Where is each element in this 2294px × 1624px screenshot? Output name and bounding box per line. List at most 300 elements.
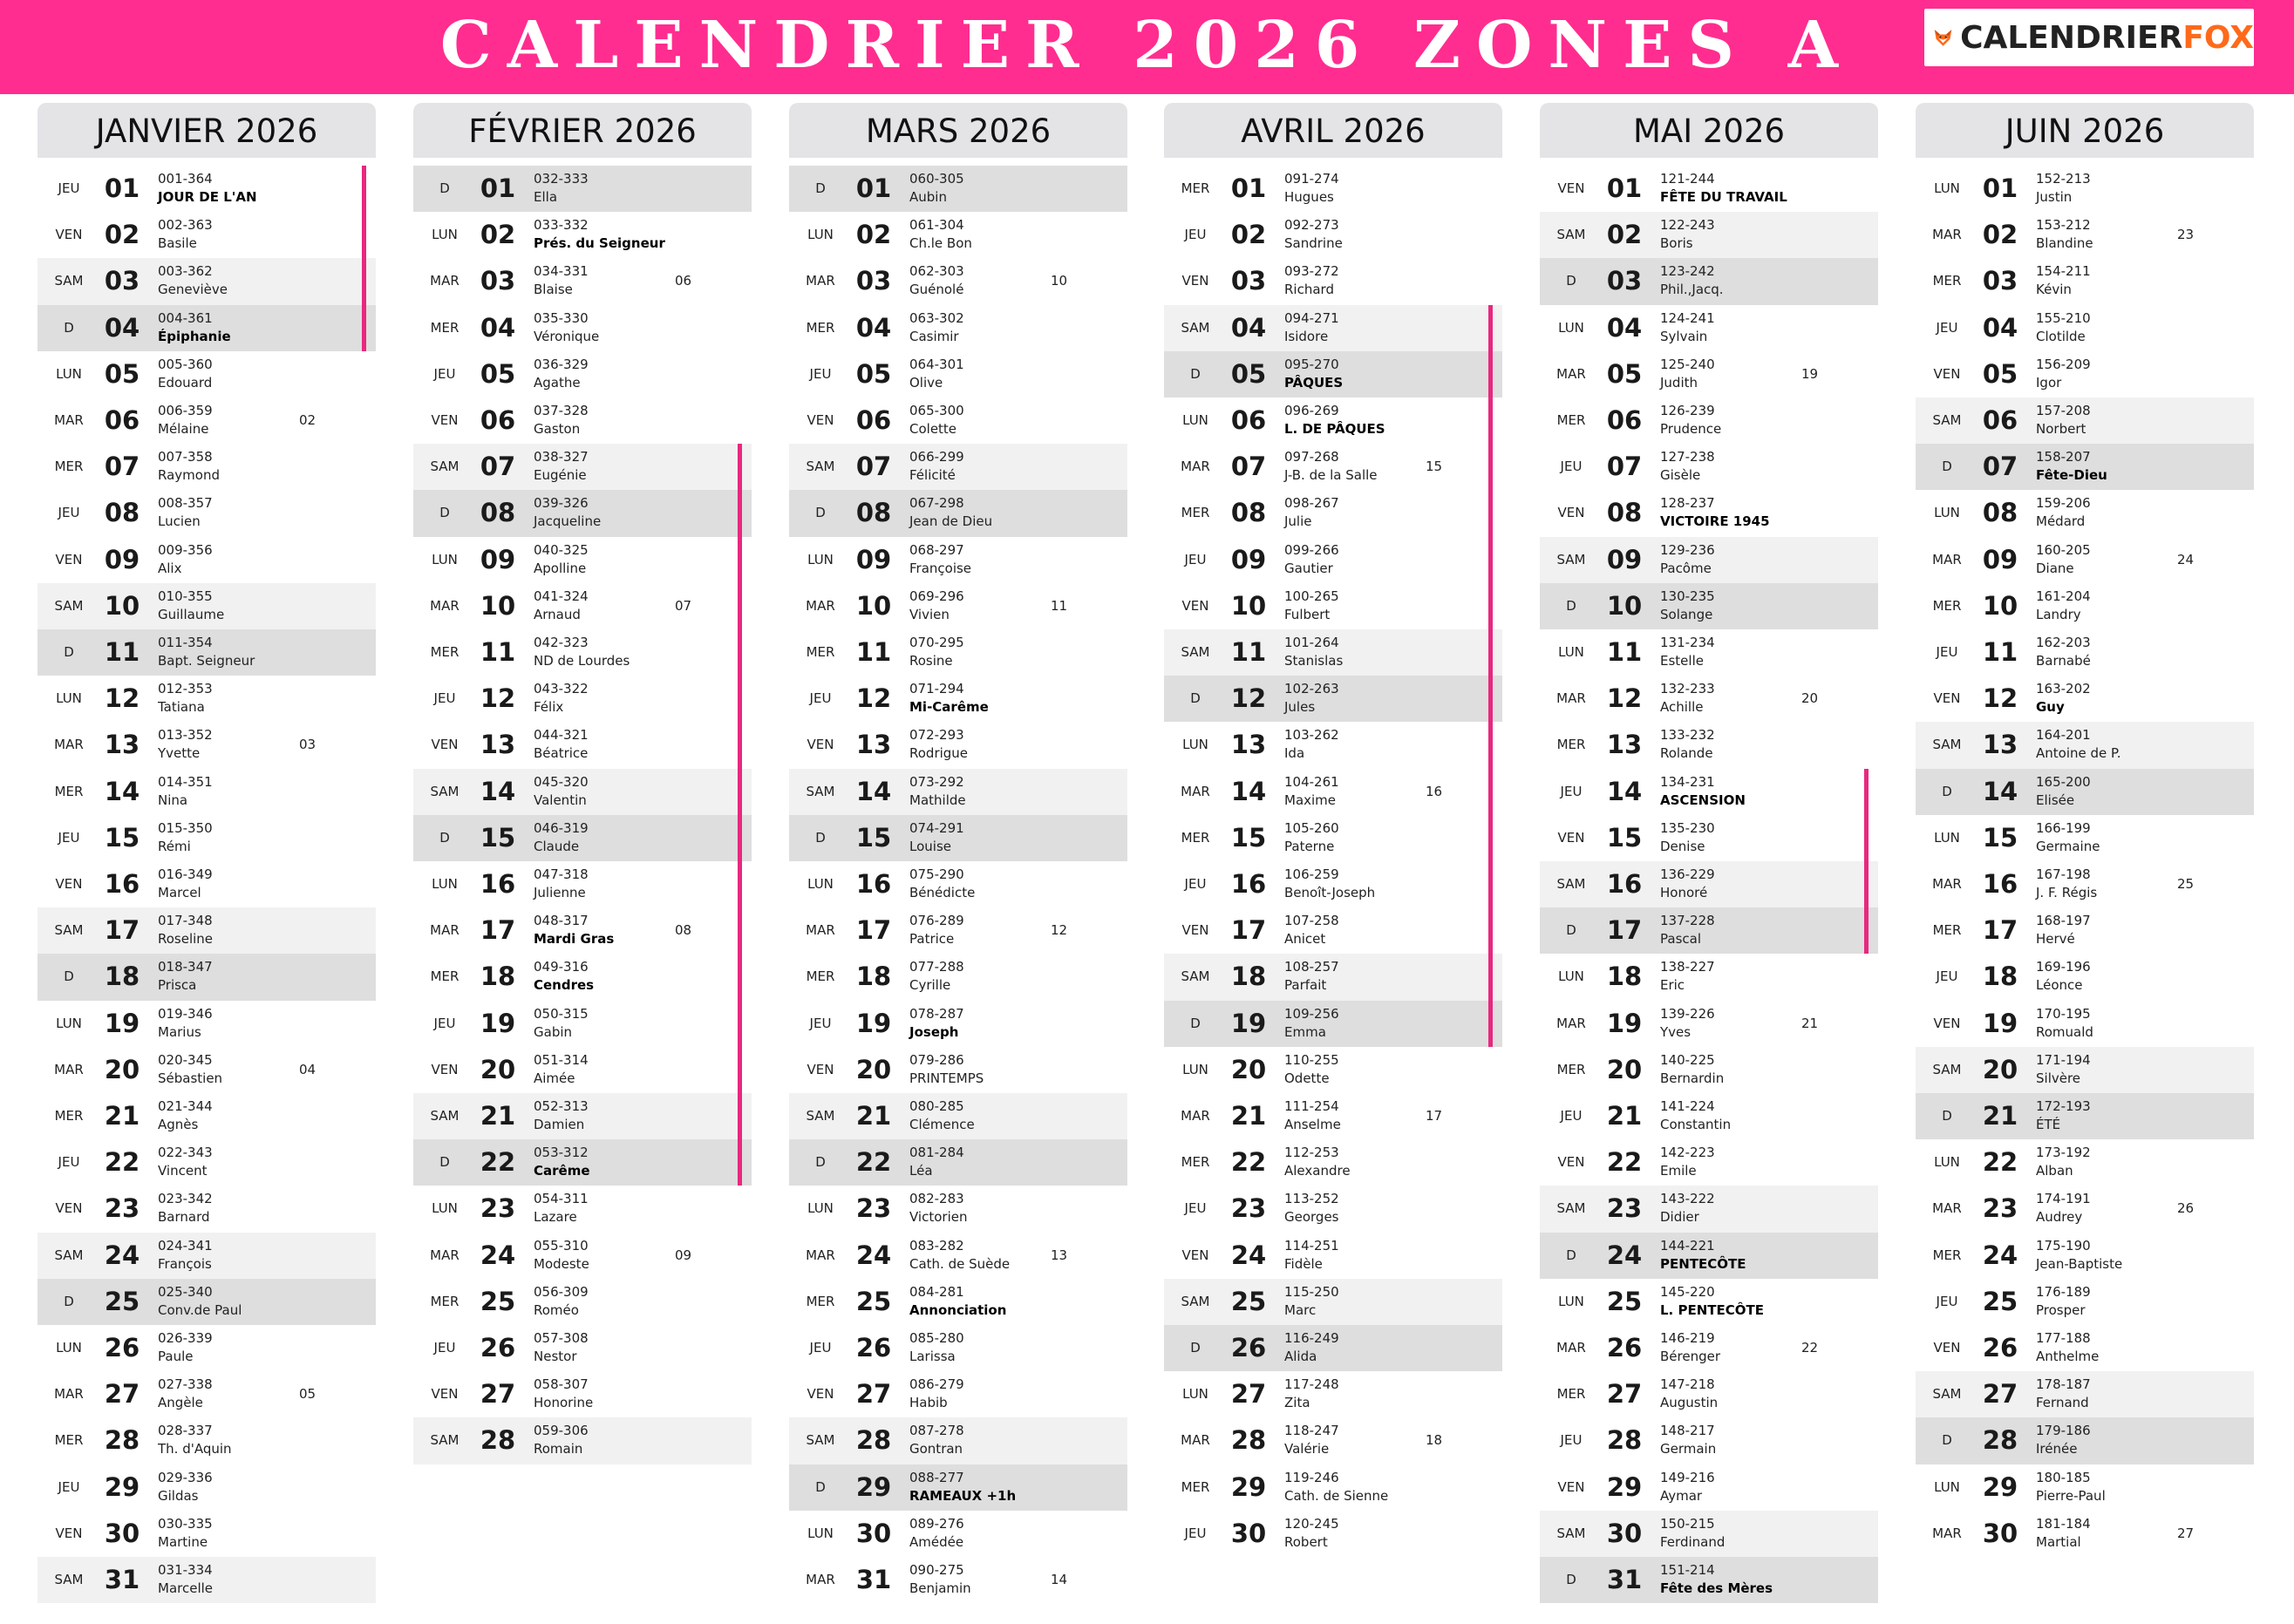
day-row[interactable]: [789, 954, 1127, 1000]
day-of-year-code: 056-309: [534, 1283, 589, 1300]
day-row[interactable]: [1540, 258, 1878, 304]
day-row[interactable]: [1540, 351, 1878, 398]
logo-text-accent: FOX: [2182, 19, 2254, 56]
day-row[interactable]: [789, 1557, 1127, 1603]
day-row[interactable]: [1540, 1139, 1878, 1186]
day-row[interactable]: [37, 722, 376, 768]
saint-name: Rémi: [158, 838, 191, 854]
day-row[interactable]: [37, 305, 376, 351]
month-header: JUIN 2026: [1916, 103, 2254, 158]
week-number: 27: [2177, 1525, 2195, 1541]
day-row[interactable]: [789, 1001, 1127, 1047]
day-row[interactable]: [413, 769, 752, 815]
day-row[interactable]: [1540, 1417, 1878, 1464]
day-row[interactable]: [1916, 398, 2254, 444]
day-row[interactable]: [1164, 1001, 1502, 1047]
saint-name: Geneviève: [158, 282, 228, 298]
saint-name: Nestor: [534, 1349, 577, 1364]
day-row[interactable]: [789, 1417, 1127, 1464]
day-number: 06: [855, 405, 892, 435]
day-row[interactable]: [413, 1093, 752, 1139]
weekday-label: JEU: [1560, 1432, 1583, 1449]
day-row[interactable]: [37, 1371, 376, 1417]
day-of-year-code: 075-290: [909, 866, 964, 882]
day-row[interactable]: [413, 212, 752, 258]
day-row[interactable]: [789, 1279, 1127, 1325]
saint-name: Antoine de P.: [2036, 745, 2121, 762]
day-number: 01: [480, 173, 516, 203]
day-row[interactable]: [1916, 351, 2254, 398]
day-row[interactable]: [1164, 676, 1502, 722]
saint-name: Victorien: [909, 1209, 968, 1226]
day-row[interactable]: [1540, 537, 1878, 583]
day-row[interactable]: [37, 1511, 376, 1557]
day-row[interactable]: [789, 1511, 1127, 1557]
day-row[interactable]: [413, 1233, 752, 1279]
day-number: 10: [104, 590, 140, 621]
day-row[interactable]: [789, 258, 1127, 304]
day-number: 28: [1230, 1425, 1267, 1456]
day-row[interactable]: [413, 1325, 752, 1371]
day-of-year-code: 118-247: [1284, 1423, 1339, 1439]
day-row[interactable]: [1540, 444, 1878, 490]
weekday-label: MAR: [1181, 1108, 1210, 1124]
day-row[interactable]: [37, 1186, 376, 1232]
day-row[interactable]: [1540, 1093, 1878, 1139]
weekday-label: MER: [1181, 180, 1210, 196]
day-row[interactable]: [1916, 815, 2254, 861]
week-number: 24: [2177, 551, 2195, 567]
day-row[interactable]: [413, 861, 752, 907]
day-number: 27: [1230, 1379, 1267, 1410]
day-number: 28: [855, 1425, 892, 1456]
saint-name: Ella: [534, 189, 558, 205]
day-number: 09: [855, 544, 892, 574]
day-row[interactable]: [37, 212, 376, 258]
day-row[interactable]: [1916, 722, 2254, 768]
brand-logo[interactable]: [1924, 9, 2254, 66]
weekday-label: LUN: [432, 876, 458, 892]
day-row[interactable]: [789, 583, 1127, 629]
day-row[interactable]: [1164, 398, 1502, 444]
day-row[interactable]: [37, 1047, 376, 1093]
day-row[interactable]: [1164, 537, 1502, 583]
day-row[interactable]: [789, 676, 1127, 722]
day-row[interactable]: [1916, 676, 2254, 722]
day-row[interactable]: [413, 1279, 752, 1325]
saint-name: Prés. du Seigneur: [534, 235, 665, 252]
day-row[interactable]: [1916, 1233, 2254, 1279]
day-row[interactable]: [413, 1186, 752, 1232]
saint-name: Marcelle: [158, 1580, 214, 1596]
day-row[interactable]: [789, 907, 1127, 954]
vacation-bar: [1488, 305, 1493, 1047]
day-row[interactable]: [1916, 629, 2254, 676]
day-row[interactable]: [413, 1047, 752, 1093]
day-number: 08: [1606, 498, 1643, 528]
day-row[interactable]: [37, 815, 376, 861]
weekday-label: MAR: [806, 1247, 835, 1263]
day-of-year-code: 162-203: [2036, 635, 2091, 650]
saint-name: Irénée: [2036, 1441, 2078, 1458]
day-row[interactable]: [789, 861, 1127, 907]
day-row[interactable]: [1540, 954, 1878, 1000]
day-number: 16: [855, 869, 892, 899]
day-row[interactable]: [789, 305, 1127, 351]
week-number: 04: [299, 1061, 317, 1077]
day-number: 02: [1606, 220, 1643, 250]
day-number: 30: [1230, 1518, 1267, 1548]
day-row[interactable]: [413, 815, 752, 861]
day-row[interactable]: [1164, 861, 1502, 907]
day-of-year-code: 008-357: [158, 495, 213, 512]
day-number: 27: [1606, 1379, 1643, 1410]
saint-name: Audrey: [2036, 1209, 2083, 1226]
day-of-year-code: 163-202: [2036, 681, 2091, 697]
day-row[interactable]: [789, 398, 1127, 444]
day-row[interactable]: [1540, 676, 1878, 722]
day-row[interactable]: [1540, 1047, 1878, 1093]
day-row[interactable]: [1916, 490, 2254, 536]
day-row[interactable]: [413, 629, 752, 676]
day-row[interactable]: [1916, 166, 2254, 212]
day-row[interactable]: [789, 212, 1127, 258]
day-row[interactable]: [413, 166, 752, 212]
day-row[interactable]: [1164, 1233, 1502, 1279]
day-row[interactable]: [1540, 305, 1878, 351]
weekday-label: D: [1566, 597, 1576, 614]
day-number: 08: [480, 498, 516, 528]
day-row[interactable]: [413, 907, 752, 954]
day-row[interactable]: [1916, 1093, 2254, 1139]
saint-name: Georges: [1284, 1209, 1339, 1226]
day-row[interactable]: [37, 629, 376, 676]
day-row[interactable]: [1916, 1279, 2254, 1325]
day-row[interactable]: [37, 954, 376, 1000]
day-row[interactable]: [1916, 1001, 2254, 1047]
day-row[interactable]: [1916, 212, 2254, 258]
day-number: 02: [1230, 220, 1267, 250]
day-row[interactable]: [37, 1417, 376, 1464]
day-row[interactable]: [789, 1464, 1127, 1511]
day-row[interactable]: [789, 815, 1127, 861]
day-row[interactable]: [1540, 769, 1878, 815]
day-row[interactable]: [1164, 769, 1502, 815]
day-number: 17: [104, 915, 140, 946]
week-number: 05: [299, 1386, 317, 1403]
day-row[interactable]: [1916, 537, 2254, 583]
day-row[interactable]: [37, 351, 376, 398]
day-of-year-code: 037-328: [534, 403, 589, 418]
saint-name: Bérenger: [1660, 1349, 1721, 1364]
day-row[interactable]: [789, 537, 1127, 583]
day-row[interactable]: [789, 722, 1127, 768]
weekday-label: D: [1942, 459, 1952, 475]
day-row[interactable]: [413, 398, 752, 444]
weekday-label: VEN: [807, 1386, 834, 1403]
weekday-label: MER: [1556, 412, 1586, 428]
day-row[interactable]: [789, 1186, 1127, 1232]
day-row[interactable]: [1164, 305, 1502, 351]
day-row[interactable]: [413, 1417, 752, 1464]
day-row[interactable]: [1916, 1511, 2254, 1557]
day-of-year-code: 145-220: [1660, 1283, 1715, 1300]
day-row[interactable]: [413, 722, 752, 768]
day-row[interactable]: [1540, 861, 1878, 907]
day-row[interactable]: [1164, 166, 1502, 212]
day-row[interactable]: [413, 676, 752, 722]
day-row[interactable]: [413, 444, 752, 490]
day-row[interactable]: [413, 1001, 752, 1047]
day-row[interactable]: [1164, 1279, 1502, 1325]
weekday-label: JEU: [58, 1478, 80, 1495]
weekday-label: D: [64, 319, 74, 336]
day-row[interactable]: [1164, 1371, 1502, 1417]
weekday-label: MER: [1181, 505, 1210, 521]
day-of-year-code: 127-238: [1660, 449, 1715, 465]
day-row[interactable]: [1540, 1557, 1878, 1603]
weekday-label: VEN: [807, 412, 834, 428]
saint-name: L. PENTECÔTE: [1660, 1301, 1764, 1318]
weekday-label: SAM: [430, 459, 459, 475]
day-number: 26: [1982, 1333, 2018, 1362]
day-number: 31: [1606, 1565, 1643, 1594]
day-of-year-code: 076-289: [909, 913, 964, 929]
day-row[interactable]: [1540, 629, 1878, 676]
day-row[interactable]: [789, 166, 1127, 212]
day-row[interactable]: [413, 537, 752, 583]
day-of-year-code: 069-296: [909, 588, 964, 604]
day-row[interactable]: [1164, 954, 1502, 1000]
day-row[interactable]: [789, 1093, 1127, 1139]
day-row[interactable]: [1164, 490, 1502, 536]
day-row[interactable]: [1164, 1139, 1502, 1186]
day-row[interactable]: [1540, 1464, 1878, 1511]
day-row[interactable]: [37, 258, 376, 304]
day-number: 24: [1982, 1240, 2018, 1270]
saint-name: Alexandre: [1284, 1163, 1351, 1179]
saint-name: Agnès: [158, 1117, 199, 1132]
day-row[interactable]: [37, 537, 376, 583]
day-row[interactable]: [37, 1325, 376, 1371]
day-row[interactable]: [1540, 1371, 1878, 1417]
day-number: 30: [1982, 1518, 2018, 1548]
day-number: 17: [1606, 915, 1643, 946]
week-number: 18: [1426, 1432, 1443, 1449]
day-row[interactable]: [1164, 629, 1502, 676]
day-row[interactable]: [1540, 1233, 1878, 1279]
weekday-label: VEN: [1181, 922, 1209, 939]
day-row[interactable]: [1540, 907, 1878, 954]
day-row[interactable]: [1916, 1417, 2254, 1464]
day-of-year-code: 141-224: [1660, 1098, 1715, 1114]
day-row[interactable]: [789, 1139, 1127, 1186]
weekday-label: SAM: [1556, 876, 1586, 892]
weekday-label: LUN: [1182, 412, 1208, 428]
day-row[interactable]: [1916, 861, 2254, 907]
weekday-label: LUN: [56, 690, 82, 707]
day-of-year-code: 072-293: [909, 727, 964, 744]
saint-name: Apolline: [534, 560, 587, 576]
month-header: FÉVRIER 2026: [413, 103, 752, 158]
day-row[interactable]: [789, 490, 1127, 536]
day-row[interactable]: [1164, 907, 1502, 954]
weekday-label: JEU: [433, 1015, 456, 1031]
saint-name: Achille: [1660, 699, 1704, 716]
weekday-label: MAR: [1556, 365, 1586, 382]
weekday-label: D: [815, 1154, 826, 1171]
day-row[interactable]: [1916, 1139, 2254, 1186]
day-row[interactable]: [1540, 1279, 1878, 1325]
day-row[interactable]: [37, 1093, 376, 1139]
day-row[interactable]: [37, 583, 376, 629]
saint-name: Elisée: [2036, 792, 2075, 808]
day-row[interactable]: [789, 1371, 1127, 1417]
day-number: 22: [480, 1147, 516, 1178]
day-row[interactable]: [1540, 490, 1878, 536]
day-row[interactable]: [37, 1139, 376, 1186]
day-number: 22: [1230, 1147, 1267, 1178]
day-row[interactable]: [1164, 815, 1502, 861]
day-row[interactable]: [37, 907, 376, 954]
day-row[interactable]: [1164, 212, 1502, 258]
day-number: 08: [1982, 498, 2018, 528]
saint-name: Guillaume: [158, 606, 225, 622]
day-row[interactable]: [37, 166, 376, 212]
day-row[interactable]: [413, 258, 752, 304]
day-row[interactable]: [413, 305, 752, 351]
day-row[interactable]: [1540, 398, 1878, 444]
day-row[interactable]: [37, 398, 376, 444]
saint-name: Benoît-Joseph: [1284, 885, 1376, 900]
weekday-label: MAR: [1181, 459, 1210, 475]
weekday-label: JEU: [1560, 1108, 1583, 1124]
day-row[interactable]: [1916, 444, 2254, 490]
day-of-year-code: 153-212: [2036, 217, 2091, 234]
day-row[interactable]: [1916, 907, 2254, 954]
day-of-year-code: 039-326: [534, 495, 589, 512]
day-row[interactable]: [789, 351, 1127, 398]
day-of-year-code: 125-240: [1660, 356, 1715, 372]
day-row[interactable]: [1164, 444, 1502, 490]
day-row[interactable]: [1164, 1464, 1502, 1511]
day-row[interactable]: [37, 861, 376, 907]
day-row[interactable]: [413, 954, 752, 1000]
saint-name: Agathe: [534, 374, 581, 391]
day-row[interactable]: [1164, 1325, 1502, 1371]
day-row[interactable]: [1916, 583, 2254, 629]
day-number: 19: [1230, 1008, 1267, 1038]
day-row[interactable]: [1164, 1417, 1502, 1464]
day-row[interactable]: [1164, 1511, 1502, 1557]
saint-name: Boris: [1660, 235, 1693, 252]
saint-name: Emile: [1660, 1163, 1697, 1179]
day-row[interactable]: [37, 444, 376, 490]
day-row[interactable]: [37, 1557, 376, 1603]
day-row[interactable]: [789, 1047, 1127, 1093]
saint-name: Richard: [1284, 282, 1334, 298]
day-row[interactable]: [1164, 351, 1502, 398]
day-row[interactable]: [413, 1139, 752, 1186]
day-row[interactable]: [413, 583, 752, 629]
weekday-label: SAM: [1181, 1293, 1210, 1309]
week-number: 15: [1426, 459, 1443, 475]
day-row[interactable]: [1916, 258, 2254, 304]
day-row[interactable]: [1164, 1093, 1502, 1139]
day-row[interactable]: [1916, 954, 2254, 1000]
day-row[interactable]: [1540, 815, 1878, 861]
day-row[interactable]: [1916, 1325, 2254, 1371]
day-row[interactable]: [789, 1233, 1127, 1279]
weekday-label: LUN: [1934, 180, 1960, 196]
day-row[interactable]: [1540, 1325, 1878, 1371]
day-row[interactable]: [1916, 1371, 2254, 1417]
day-row[interactable]: [1540, 1186, 1878, 1232]
day-number: 13: [855, 730, 892, 760]
day-row[interactable]: [789, 444, 1127, 490]
day-of-year-code: 136-229: [1660, 866, 1715, 882]
day-row[interactable]: [1164, 583, 1502, 629]
day-row[interactable]: [37, 1279, 376, 1325]
weekday-label: LUN: [1558, 1293, 1584, 1309]
day-row[interactable]: [1916, 305, 2254, 351]
day-row[interactable]: [413, 1371, 752, 1417]
day-row[interactable]: [789, 1325, 1127, 1371]
day-of-year-code: 028-337: [158, 1423, 213, 1439]
saint-name: Paterne: [1284, 838, 1335, 854]
day-row[interactable]: [37, 490, 376, 536]
day-row[interactable]: [1164, 258, 1502, 304]
day-row[interactable]: [1540, 583, 1878, 629]
day-row[interactable]: [37, 1001, 376, 1047]
day-row[interactable]: [37, 1464, 376, 1511]
day-row[interactable]: [37, 676, 376, 722]
day-row[interactable]: [413, 490, 752, 536]
day-number: 04: [1606, 312, 1643, 343]
day-row[interactable]: [789, 629, 1127, 676]
day-of-year-code: 135-230: [1660, 819, 1715, 836]
day-of-year-code: 179-186: [2036, 1423, 2091, 1439]
weekday-label: VEN: [1933, 1340, 1961, 1356]
day-row[interactable]: [37, 769, 376, 815]
day-row[interactable]: [1164, 1186, 1502, 1232]
day-row[interactable]: [1916, 1047, 2254, 1093]
day-row[interactable]: [1164, 1047, 1502, 1093]
weekday-label: MER: [1181, 829, 1210, 846]
day-row[interactable]: [1916, 769, 2254, 815]
day-row[interactable]: [1540, 1511, 1878, 1557]
weekday-label: D: [1190, 690, 1201, 707]
day-row[interactable]: [1164, 722, 1502, 768]
day-row[interactable]: [1916, 1186, 2254, 1232]
day-row[interactable]: [1540, 1001, 1878, 1047]
day-row[interactable]: [37, 1233, 376, 1279]
weekday-label: LUN: [1934, 505, 1960, 521]
saint-name: Clotilde: [2036, 328, 2086, 344]
day-row[interactable]: [789, 769, 1127, 815]
day-row[interactable]: [1916, 1464, 2254, 1511]
day-row[interactable]: [1540, 722, 1878, 768]
day-row[interactable]: [1540, 212, 1878, 258]
day-number: 06: [104, 405, 140, 435]
day-row[interactable]: [1540, 166, 1878, 212]
day-of-year-code: 021-344: [158, 1098, 213, 1114]
day-row[interactable]: [413, 351, 752, 398]
day-number: 15: [1230, 822, 1267, 853]
weekday-label: MAR: [1556, 690, 1586, 707]
day-number: 25: [1230, 1286, 1267, 1316]
day-of-year-code: 004-361: [158, 309, 213, 326]
